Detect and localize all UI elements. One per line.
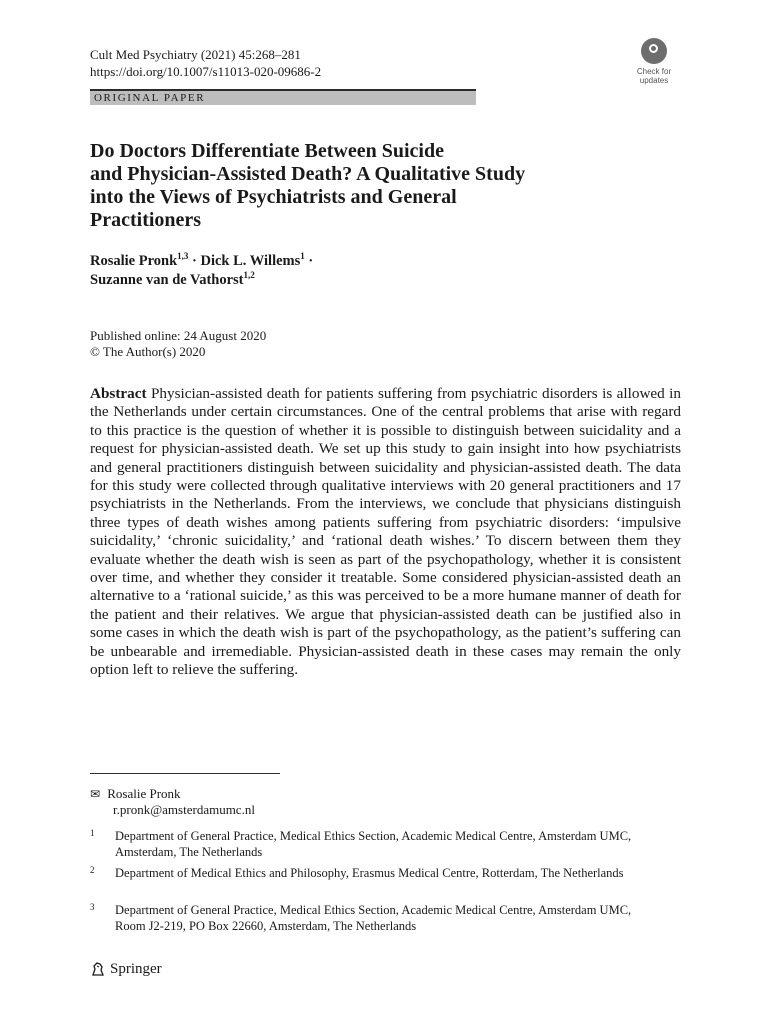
affiliation-text: Department of General Practice, Medical Ethics Section, Academic Medical Centre, Amsterdam UMC, Room J2-219, PO Box 22660, Amsterdam, The Netherlands <box>115 903 632 933</box>
footnote-divider <box>90 773 280 774</box>
author-separator: · <box>304 253 314 269</box>
envelope-icon: ✉ <box>90 787 101 801</box>
journal-header <box>90 46 321 80</box>
publication-info <box>90 328 266 360</box>
author-affiliation-ref: 1,3 <box>177 251 189 261</box>
paper-title <box>90 140 650 232</box>
author-affiliation-ref: 1 <box>300 251 305 261</box>
affiliation-text: Department of Medical Ethics and Philosophy, Erasmus Medical Centre, Rotterdam, The Netherlands <box>115 866 624 880</box>
abstract-text: Physician-assisted death for patients suffering from psychiatric disorders is allowed in the Netherlands under certain circumstances. One of the central problems that arise with regard to this practice is the question of whether it is possible to distinguish between suicidality and a request for physician-assisted death. We set up this study to gain insight into how psychiatrists and general practitioners distinguish between suicidality and physician-assisted death. The data for this study were collected through qualitative interviews with 20 general practitioners and 17 psychiatrists in the Netherlands. From the interviews, we conclude that physicians distinguish three types of death wishes among patients suffering from psychiatric disorders: ‘impulsive suicidality,’ ‘chronic suicidality,’ and ‘rational death wishes.’ To discern between them they evaluate whether the death wish is seen as part of the psychopathology, whether it is consistent over time, and whether they consider it treatable. Some considered physician-assisted death an alternative to a ‘rational suicide,’ as this was perceived to be a more humane manner of death for the patient and their relatives. We argue that physician-assisted death can be justified also in some cases in which the death wish is part of the psychopathology, as the patient’s suffering can be unbearable and irremediable. Physician-assisted death in these cases may remain the only option left to relieve the suffering. <box>90 385 681 679</box>
author-list <box>90 252 313 290</box>
journal-citation: Cult Med Psychiatry (2021) 45:268–281 <box>90 47 301 62</box>
title-line: into the Views of Psychiatrists and General <box>90 186 457 208</box>
bookmark-icon <box>641 38 667 64</box>
abstract <box>90 385 681 680</box>
check-for-updates-badge[interactable] <box>628 38 680 88</box>
author-name[interactable]: Dick L. Willems <box>200 253 301 269</box>
affiliation-number: 2 <box>90 865 95 875</box>
section-label: ORIGINAL PAPER <box>90 89 476 105</box>
affiliation-item <box>90 829 650 860</box>
affiliation-number: 1 <box>90 828 95 838</box>
title-line: Practitioners <box>90 209 202 231</box>
publisher-name: Springer <box>110 961 162 977</box>
affiliation-item <box>90 903 650 934</box>
published-date: Published online: 24 August 2020 <box>90 328 267 343</box>
publisher-logo <box>90 960 162 978</box>
copyright: © The Author(s) 2020 <box>90 344 206 359</box>
affiliation-number: 3 <box>90 902 95 912</box>
badge-line1: Check for <box>636 67 672 76</box>
contact-email[interactable]: r.pronk@amsterdamumc.nl <box>113 802 255 817</box>
abstract-label: Abstract <box>90 385 147 402</box>
corresponding-author <box>90 786 255 817</box>
author-name[interactable]: Suzanne van de Vathorst <box>90 272 244 288</box>
doi-link[interactable]: https://doi.org/10.1007/s11013-020-09686-2 <box>90 64 322 79</box>
contact-name: Rosalie Pronk <box>107 786 181 801</box>
author-separator: · <box>188 253 201 269</box>
springer-horse-icon <box>90 961 106 977</box>
affiliation-item <box>90 866 650 882</box>
badge-line2: updates <box>639 76 669 85</box>
title-line: and Physician-Assisted Death? A Qualitative Study <box>90 163 526 185</box>
author-affiliation-ref: 1,2 <box>243 270 255 280</box>
title-line: Do Doctors Differentiate Between Suicide <box>90 140 444 162</box>
affiliation-text: Department of General Practice, Medical Ethics Section, Academic Medical Centre, Amsterdam UMC, Amsterdam, The Netherlands <box>115 829 632 859</box>
author-name[interactable]: Rosalie Pronk <box>90 253 178 269</box>
